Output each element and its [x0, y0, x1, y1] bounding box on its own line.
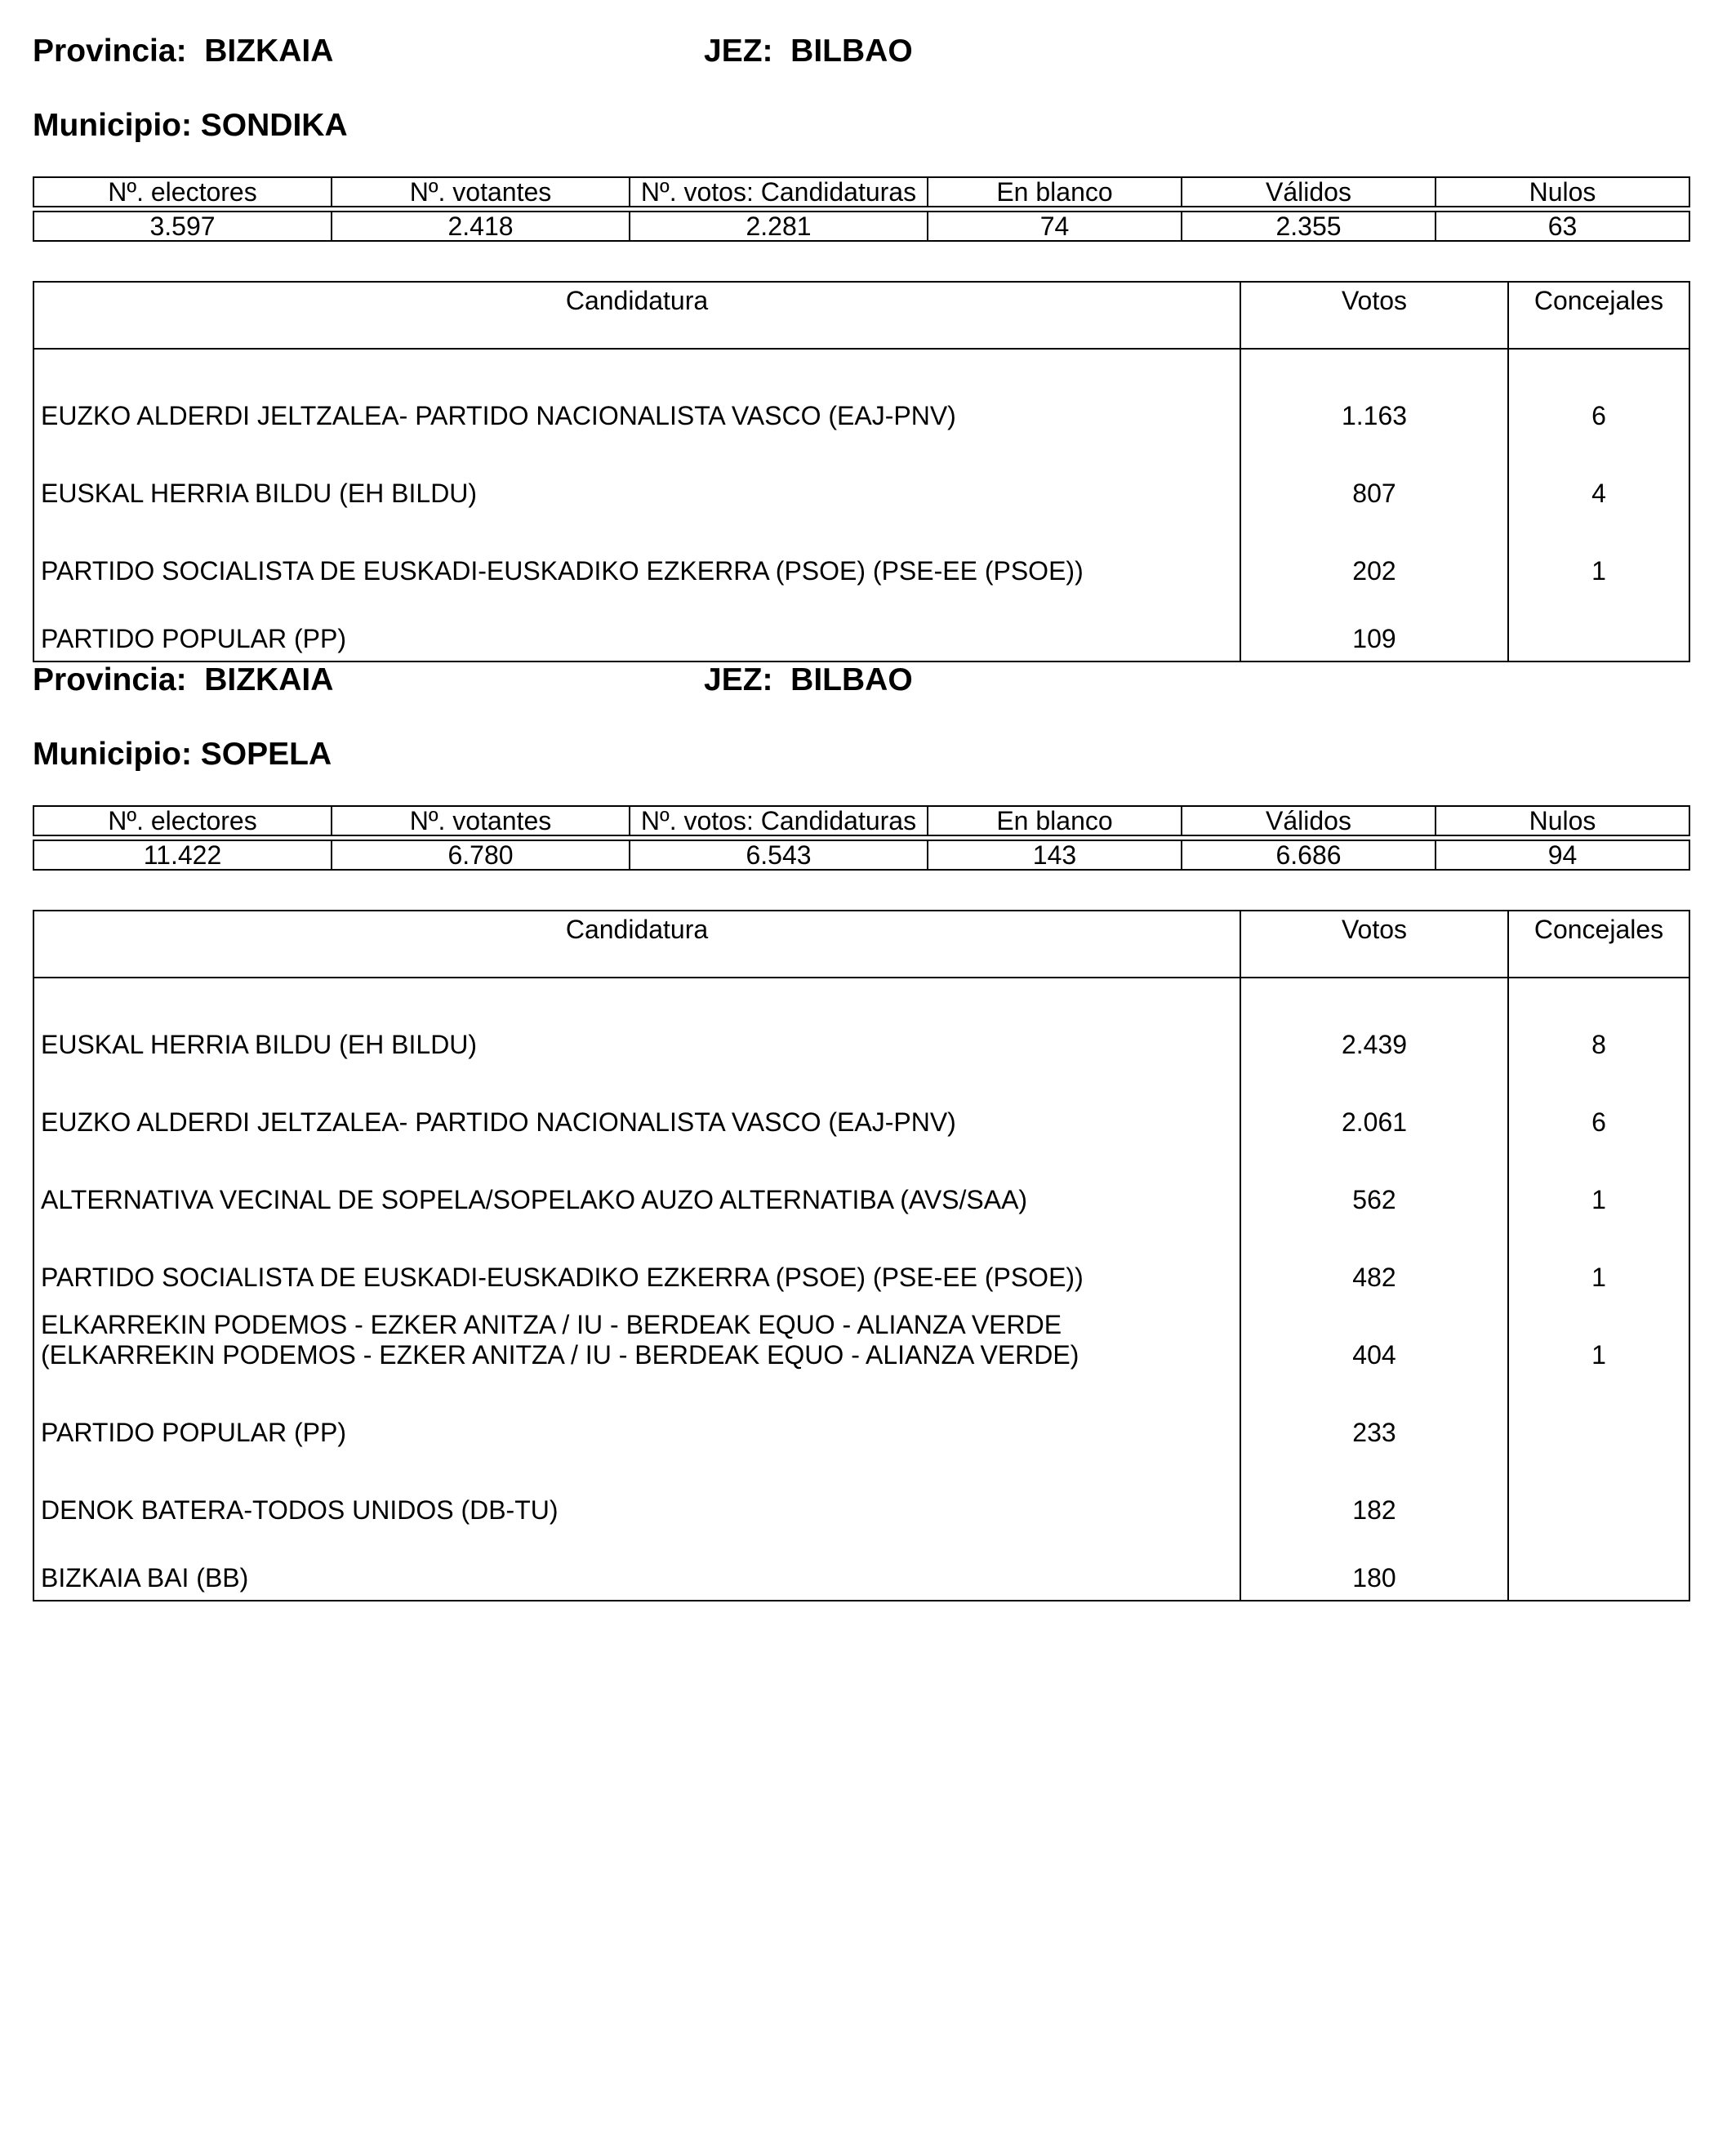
summary-header-cell: Nº. electores: [33, 806, 332, 835]
summary-value-row: [33, 212, 1689, 241]
summary-header-row: [33, 806, 1689, 835]
table-row: [33, 349, 1689, 440]
summary-value-cell: 3.597: [33, 212, 332, 241]
summary-header-cell: Válidos: [1182, 177, 1436, 207]
votos-header: Votos: [1240, 282, 1508, 349]
table-row: [33, 1302, 1689, 1379]
candidatura-name: PARTIDO SOCIALISTA DE EUSKADI-EUSKADIKO EZKERRA (PSOE) (PSE-EE (PSOE)): [41, 1263, 1084, 1292]
summary-value-cell: 143: [928, 840, 1182, 870]
summary-value-cell: 6.543: [630, 840, 928, 870]
table-row: [33, 1147, 1689, 1224]
candidatura-header: Candidatura: [33, 911, 1240, 978]
votos-value: 233: [1240, 1379, 1508, 1457]
votos-value: 562: [1240, 1147, 1508, 1224]
summary-header-cell: Nº. votantes: [332, 177, 630, 207]
summary-header-cell: Nulos: [1436, 806, 1689, 835]
candidatura-name: ALTERNATIVA VECINAL DE SOPELA/SOPELAKO AUZO ALTERNATIBA (AVS/SAA): [41, 1185, 1028, 1214]
summary-header-cell: En blanco: [928, 177, 1182, 207]
summary-value-cell: 2.281: [630, 212, 928, 241]
table-row: [33, 1224, 1689, 1302]
candidates-header-row: [33, 911, 1689, 978]
table-row: [33, 1535, 1689, 1601]
table-row: [33, 518, 1689, 595]
candidatura-header: Candidatura: [33, 282, 1240, 349]
concejales-value: 1: [1508, 1302, 1689, 1379]
concejales-value: [1508, 1457, 1689, 1535]
candidatura-name: PARTIDO SOCIALISTA DE EUSKADI-EUSKADIKO EZKERRA (PSOE) (PSE-EE (PSOE)): [41, 556, 1084, 586]
provincia-label: Provincia: BIZKAIA: [33, 33, 334, 69]
votos-value: 202: [1240, 518, 1508, 595]
concejales-value: 1: [1508, 1147, 1689, 1224]
concejales-value: 4: [1508, 440, 1689, 518]
table-row: [33, 978, 1689, 1069]
votos-value: 1.163: [1240, 349, 1508, 440]
candidatura-name: EUZKO ALDERDI JELTZALEA- PARTIDO NACIONALISTA VASCO (EAJ-PNV): [41, 401, 956, 430]
provincia-label: Provincia: BIZKAIA: [33, 662, 334, 697]
candidatura-name: EUZKO ALDERDI JELTZALEA- PARTIDO NACIONALISTA VASCO (EAJ-PNV): [41, 1107, 956, 1137]
candidatura-name: EUSKAL HERRIA BILDU (EH BILDU): [41, 1030, 478, 1059]
votos-value: 109: [1240, 595, 1508, 662]
votos-value: 2.061: [1240, 1069, 1508, 1147]
votos-value: 182: [1240, 1457, 1508, 1535]
summary-value-cell: 2.418: [332, 212, 630, 241]
jez-label: JEZ: BILBAO: [704, 662, 913, 697]
summary-value-cell: 74: [928, 212, 1182, 241]
municipio-section-sondika: [33, 0, 1689, 653]
summary-header-cell: Nº. electores: [33, 177, 332, 207]
concejales-value: 1: [1508, 1224, 1689, 1302]
summary-value-cell: 94: [1436, 840, 1689, 870]
summary-table: [33, 176, 1690, 242]
candidatura-name-two-line: [33, 1302, 1240, 1379]
table-row: [33, 1379, 1689, 1457]
votos-value: 404: [1240, 1302, 1508, 1379]
concejales-value: 6: [1508, 1069, 1689, 1147]
concejales-value: 8: [1508, 978, 1689, 1069]
summary-header-cell: En blanco: [928, 806, 1182, 835]
summary-value-cell: 6.686: [1182, 840, 1436, 870]
votos-value: 2.439: [1240, 978, 1508, 1069]
candidates-table: [33, 281, 1690, 662]
candidatura-name: PARTIDO POPULAR (PP): [41, 624, 346, 653]
jez-label: JEZ: BILBAO: [704, 33, 913, 69]
summary-header-cell: Válidos: [1182, 806, 1436, 835]
candidatura-name: EUSKAL HERRIA BILDU (EH BILDU): [41, 479, 478, 508]
municipio-label: Municipio: SOPELA: [33, 737, 332, 772]
candidates-header-row: [33, 282, 1689, 349]
candidatura-name-line2: (ELKARREKIN PODEMOS - EZKER ANITZA / IU - BERDEAK EQUO - ALIANZA VERDE): [41, 1340, 1079, 1370]
votos-value: 482: [1240, 1224, 1508, 1302]
candidatura-name: BIZKAIA BAI (BB): [41, 1563, 249, 1592]
summary-table: [33, 805, 1690, 871]
concejales-header: Concejales: [1508, 282, 1689, 349]
summary-value-cell: 2.355: [1182, 212, 1436, 241]
concejales-value: 1: [1508, 518, 1689, 595]
summary-value-cell: 63: [1436, 212, 1689, 241]
municipio-label: Municipio: SONDIKA: [33, 108, 348, 143]
table-row: [33, 440, 1689, 518]
summary-header-row: [33, 177, 1689, 207]
concejales-value: [1508, 1379, 1689, 1457]
concejales-value: 6: [1508, 349, 1689, 440]
candidatura-name-line1: ELKARREKIN PODEMOS - EZKER ANITZA / IU - BERDEAK EQUO - ALIANZA VERDE: [41, 1310, 1062, 1339]
table-row: [33, 1457, 1689, 1535]
candidatura-name: PARTIDO POPULAR (PP): [41, 1418, 346, 1447]
votos-value: 807: [1240, 440, 1508, 518]
votos-header: Votos: [1240, 911, 1508, 978]
summary-header-cell: Nº. votos: Candidaturas: [630, 177, 928, 207]
table-row: [33, 1069, 1689, 1147]
votos-value: 180: [1240, 1535, 1508, 1601]
municipio-section-sopela: [33, 629, 1689, 1592]
concejales-value: [1508, 1535, 1689, 1601]
candidatura-name: DENOK BATERA-TODOS UNIDOS (DB-TU): [41, 1495, 559, 1525]
concejales-header: Concejales: [1508, 911, 1689, 978]
summary-value-row: [33, 840, 1689, 870]
candidates-table: [33, 910, 1690, 1601]
summary-header-cell: Nº. votantes: [332, 806, 630, 835]
summary-value-cell: 6.780: [332, 840, 630, 870]
summary-header-cell: Nulos: [1436, 177, 1689, 207]
summary-header-cell: Nº. votos: Candidaturas: [630, 806, 928, 835]
summary-value-cell: 11.422: [33, 840, 332, 870]
